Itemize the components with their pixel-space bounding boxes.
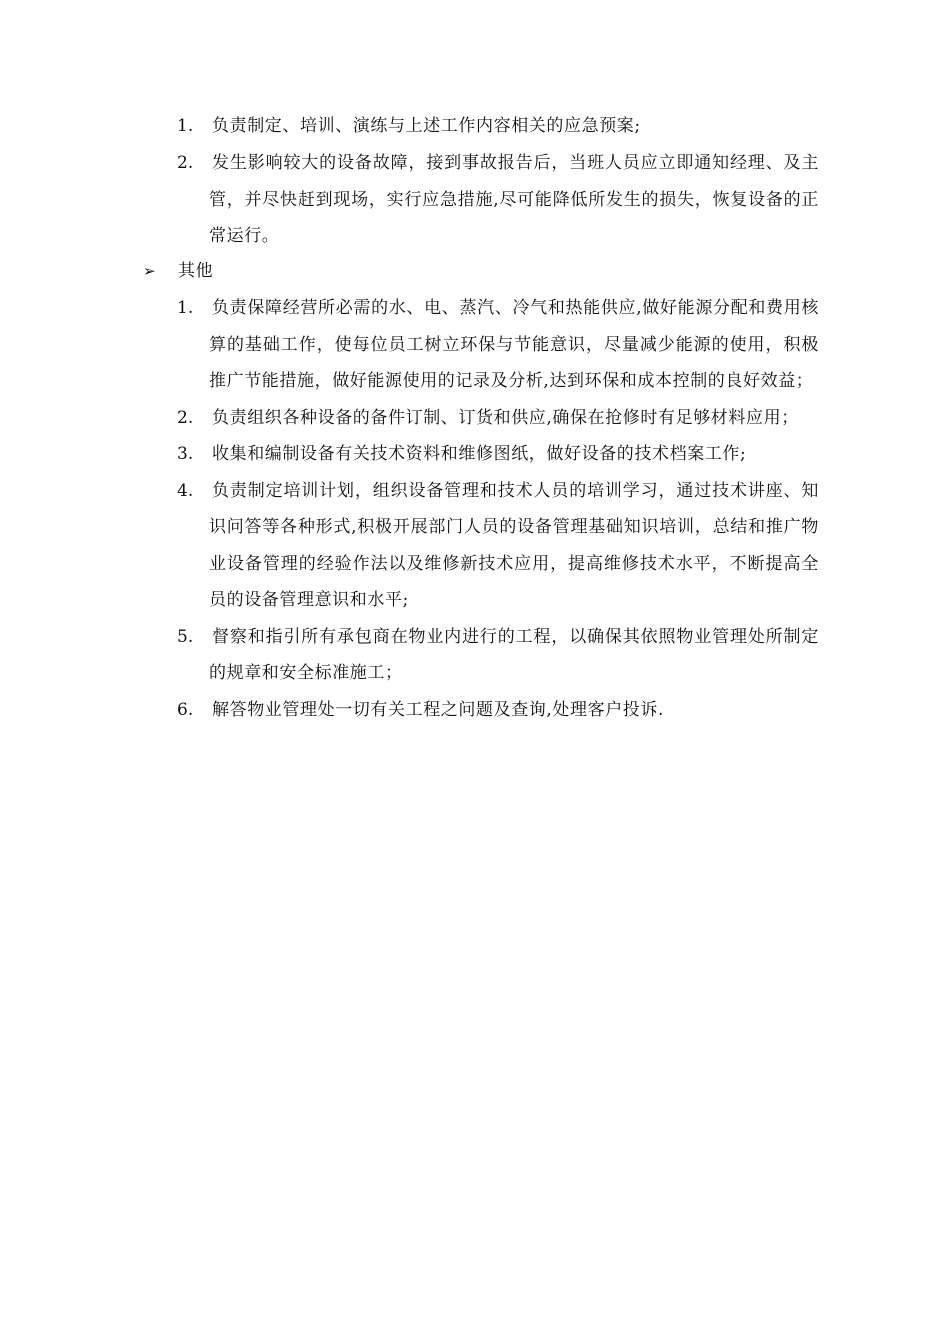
list-item: [0, 145, 950, 255]
item-text: 负责组织各种设备的备件订制、订货和供应,确保在抢修时有足够材料应用；: [212, 407, 799, 428]
item-text: 负责保障经营所必需的水、电、蒸汽、冷气和热能供应,做好能源分配和费用核算的基础工作，使每位员工树立环保与节能意识，尽量减少能源的使用，积极推广节能措施，做好能源使用的记录及分析,达到环保和成本控制的良好效益；: [209, 298, 819, 391]
item-text: 督察和指引所有承包商在物业内进行的工程，以确保其依照物业管理处所制定的规章和安全标准施工；: [209, 626, 819, 683]
item-text: 负责制定培训计划，组织设备管理和技术人员的培训学习，通过技术讲座、知识问答等各种形式,积极开展部门人员的设备管理基础知识培训，总结和推广物业设备管理的经验作法以及维修新技术应用，提高维修技术水平，不断提高全员的设备管理意识和水平;: [209, 480, 819, 610]
list-item: [0, 436, 950, 473]
item-text: 发生影响较大的设备故障，接到事故报告后，当班人员应立即通知经理、及主管，并尽快赶到现场，实行应急措施,尽可能降低所发生的损失，恢复设备的正常运行。: [209, 153, 819, 246]
item-number: 3.: [177, 444, 194, 464]
arrow-bullet-icon: ➢: [143, 262, 156, 280]
list-item: [0, 400, 950, 437]
item-text: 解答物业管理处一切有关工程之问题及查询,处理客户投诉.: [212, 699, 665, 720]
item-text: 收集和编制设备有关技术资料和维修图纸，做好设备的技术档案工作;: [212, 444, 747, 464]
responsibility-list-emergency: [0, 108, 950, 255]
item-number: 1.: [177, 298, 194, 318]
item-number: 2.: [177, 407, 194, 428]
section-heading-label: 其他: [178, 261, 214, 281]
list-item: [0, 108, 950, 145]
list-item: [0, 290, 950, 400]
list-item: [0, 692, 950, 729]
item-number: 4.: [177, 480, 194, 501]
item-number: 6.: [177, 699, 194, 720]
item-text: 负责制定、培训、演练与上述工作内容相关的应急预案;: [212, 116, 641, 136]
item-number: 5.: [177, 626, 194, 647]
item-number: 2.: [177, 153, 194, 173]
item-number: 1.: [177, 116, 194, 136]
list-item: [0, 619, 950, 692]
responsibility-list-other: [0, 290, 950, 728]
list-item: [0, 473, 950, 619]
